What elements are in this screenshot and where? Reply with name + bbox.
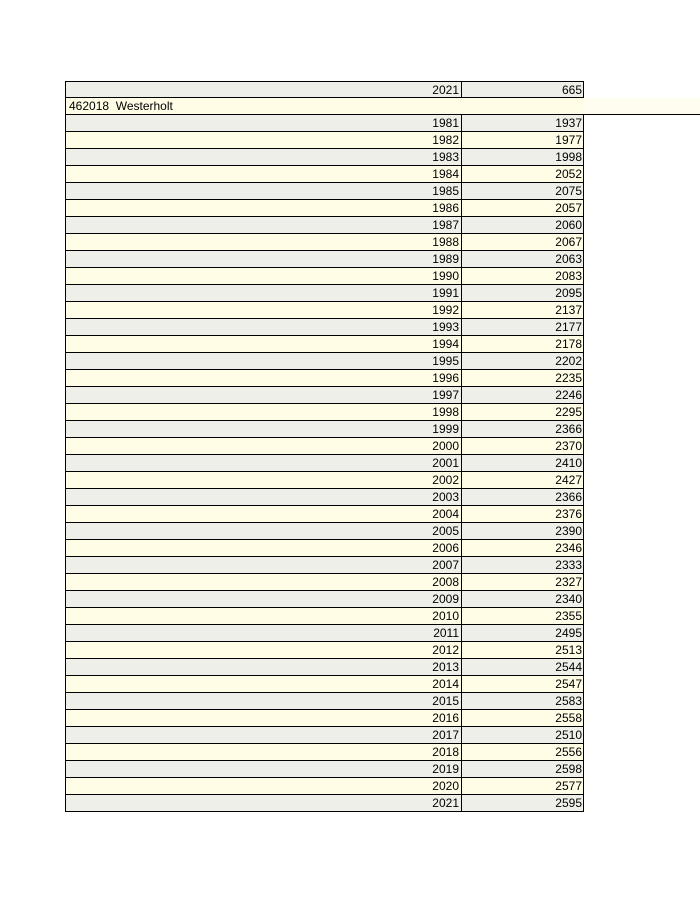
year-cell: 2020 — [66, 778, 462, 794]
year-cell: 2016 — [66, 710, 462, 726]
value-cell: 1998 — [555, 150, 582, 164]
year-cell: 2021 — [66, 795, 462, 811]
table-row — [65, 778, 584, 795]
table-row — [65, 727, 584, 744]
table-row — [65, 115, 584, 132]
value-cell: 2177 — [555, 320, 582, 334]
year-cell: 2017 — [66, 727, 462, 743]
table-row — [65, 642, 584, 659]
table-row — [65, 166, 584, 183]
table-row — [65, 557, 584, 574]
year-cell: 1993 — [66, 319, 462, 335]
value-cell: 2366 — [555, 422, 582, 436]
value-cell: 2095 — [555, 286, 582, 300]
year-cell: 1982 — [66, 132, 462, 148]
year-cell: 2007 — [66, 557, 462, 573]
year-cell: 1994 — [66, 336, 462, 352]
table-row — [65, 370, 584, 387]
table-row — [65, 506, 584, 523]
value-cell: 2598 — [555, 762, 582, 776]
table-row — [65, 149, 584, 166]
value-cell: 2295 — [555, 405, 582, 419]
year-cell: 1992 — [66, 302, 462, 318]
table-row — [65, 489, 584, 506]
value-cell: 2410 — [555, 456, 582, 470]
value-cell: 2333 — [555, 558, 582, 572]
table-row — [65, 81, 584, 98]
year-cell: 2003 — [66, 489, 462, 505]
value-cell: 1937 — [555, 116, 582, 130]
year-cell: 1998 — [66, 404, 462, 420]
year-cell: 1981 — [66, 115, 462, 131]
year-cell: 2015 — [66, 693, 462, 709]
table-row — [65, 659, 584, 676]
year-cell: 1991 — [66, 285, 462, 301]
table-row — [65, 455, 584, 472]
year-cell: 1989 — [66, 251, 462, 267]
value-cell: 2057 — [555, 201, 582, 215]
value-cell: 2246 — [555, 388, 582, 402]
value-cell: 2235 — [555, 371, 582, 385]
table-row — [65, 608, 584, 625]
year-cell: 1997 — [66, 387, 462, 403]
year-cell: 2012 — [66, 642, 462, 658]
year-cell: 2014 — [66, 676, 462, 692]
value-cell: 2355 — [555, 609, 582, 623]
year-cell: 2009 — [66, 591, 462, 607]
table-row — [65, 693, 584, 710]
value-cell: 2595 — [555, 796, 582, 810]
table-row — [65, 200, 584, 217]
value-cell: 2427 — [555, 473, 582, 487]
value-cell: 665 — [561, 83, 582, 97]
value-cell: 2067 — [555, 235, 582, 249]
table-row — [65, 710, 584, 727]
table-row — [65, 404, 584, 421]
table-row — [65, 421, 584, 438]
table-row — [65, 132, 584, 149]
value-cell: 2370 — [555, 439, 582, 453]
year-cell: 1988 — [66, 234, 462, 250]
year-cell: 2000 — [66, 438, 462, 454]
table-row — [65, 234, 584, 251]
value-cell: 1977 — [555, 133, 582, 147]
year-cell: 1990 — [66, 268, 462, 284]
table-row — [65, 761, 584, 778]
table-row — [65, 744, 584, 761]
value-cell: 2063 — [555, 252, 582, 266]
table-row — [65, 183, 584, 200]
value-cell: 2178 — [555, 337, 582, 351]
value-cell: 2327 — [555, 575, 582, 589]
value-cell: 2052 — [555, 167, 582, 181]
table-row — [65, 268, 584, 285]
table-row — [65, 319, 584, 336]
value-cell: 2513 — [555, 643, 582, 657]
year-cell: 1987 — [66, 217, 462, 233]
year-cell: 2001 — [66, 455, 462, 471]
year-cell: 2008 — [66, 574, 462, 590]
value-cell: 2060 — [555, 218, 582, 232]
year-cell: 2011 — [66, 625, 462, 641]
table-row — [65, 625, 584, 642]
value-cell: 2083 — [555, 269, 582, 283]
table-row — [65, 591, 584, 608]
value-cell: 2510 — [555, 728, 582, 742]
table-row — [65, 540, 584, 557]
value-cell: 2558 — [555, 711, 582, 725]
year-cell: 1995 — [66, 353, 462, 369]
table-row — [65, 438, 584, 455]
value-cell: 2547 — [555, 677, 582, 691]
value-cell: 2340 — [555, 592, 582, 606]
year-cell: 1996 — [66, 370, 462, 386]
section-rows — [65, 115, 584, 812]
value-cell: 2583 — [555, 694, 582, 708]
year-cell: 2010 — [66, 608, 462, 624]
year-cell: 1984 — [66, 166, 462, 182]
year-cell: 2013 — [66, 659, 462, 675]
year-cell: 1986 — [66, 200, 462, 216]
year-cell: 1985 — [66, 183, 462, 199]
year-cell: 2018 — [66, 744, 462, 760]
year-cell: 2005 — [66, 523, 462, 539]
value-cell: 2075 — [555, 184, 582, 198]
value-cell: 2366 — [555, 490, 582, 504]
table-row — [65, 574, 584, 591]
table-row — [65, 336, 584, 353]
value-cell: 2556 — [555, 745, 582, 759]
section-header-row — [65, 98, 700, 115]
table-row — [65, 353, 584, 370]
year-cell: 2002 — [66, 472, 462, 488]
value-cell: 2376 — [555, 507, 582, 521]
value-cell: 2346 — [555, 541, 582, 555]
value-cell: 2137 — [555, 303, 582, 317]
value-cell: 2202 — [555, 354, 582, 368]
row-highlight-extension — [584, 98, 700, 114]
year-cell: 1999 — [66, 421, 462, 437]
year-cell: 2019 — [66, 761, 462, 777]
value-cell: 2495 — [555, 626, 582, 640]
year-cell: 1983 — [66, 149, 462, 165]
value-cell: 2577 — [555, 779, 582, 793]
year-cell: 2006 — [66, 540, 462, 556]
table-row — [65, 472, 584, 489]
table-row — [65, 795, 584, 812]
table-row — [65, 676, 584, 693]
year-cell: 2021 — [66, 82, 462, 98]
table-row — [65, 523, 584, 540]
table-row — [65, 285, 584, 302]
data-table — [65, 81, 584, 812]
table-row — [65, 251, 584, 268]
table-row — [65, 387, 584, 404]
value-cell: 2390 — [555, 524, 582, 538]
value-cell: 2544 — [555, 660, 582, 674]
section-title: 462018 Westerholt — [69, 99, 173, 113]
year-cell: 2004 — [66, 506, 462, 522]
table-row — [65, 217, 584, 234]
table-row — [65, 302, 584, 319]
